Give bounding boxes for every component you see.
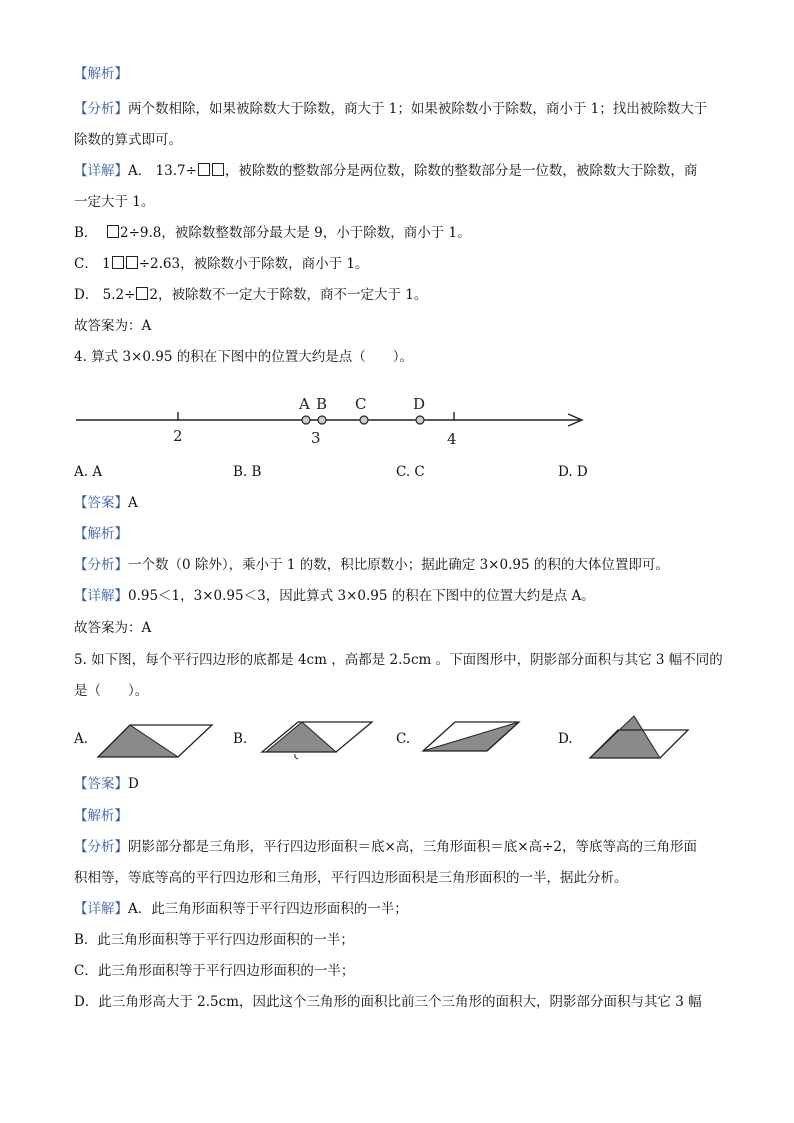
q3-b-prefix: B． — [74, 225, 98, 241]
jiexi-tag: 【解析】 — [74, 526, 128, 542]
q4-answer-value: A — [128, 495, 138, 511]
q4-number-line — [70, 388, 600, 450]
q5-fenxi-line-2 — [74, 868, 628, 888]
q4-stem — [74, 347, 413, 367]
xiangjie-tag: 【详解】 — [74, 163, 128, 179]
q5-stem-text-2: 是（ ）。 — [74, 683, 149, 699]
q5-option-label-c: C. — [396, 731, 411, 747]
q3-answer-text: 故答案为：A — [74, 318, 152, 334]
shaded-triangle-d — [590, 716, 660, 758]
jiexi-tag: 【解析】 — [74, 808, 128, 824]
q5-stem-line-2 — [74, 681, 148, 701]
q3-d-text: 2，被除数不一定大于除数，商不一定大于 1。 — [149, 287, 428, 303]
q3-fenxi-text-1: 两个数相除，如果被除数大于除数，商大于 1；如果被除数小于除数，商小于 1；找出被除数大于 — [128, 101, 708, 117]
q4-jiexi-heading — [74, 524, 128, 544]
shaded-triangle-b — [266, 722, 336, 752]
q5-option-label-a: A. — [74, 731, 89, 747]
q5-answer — [74, 774, 139, 794]
q3-xiangjie-a-part-3: 一定大于 1。 — [74, 194, 155, 210]
q4-xiangjie-line — [74, 586, 595, 606]
tick-label-4: 4 — [447, 430, 457, 448]
q4-option-c: C. C — [396, 464, 425, 480]
q5-fenxi-text-2: 积相等，等底等高的平行四边形和三角形，平行四边形面积是三角形面积的一半，据此分析。 — [74, 870, 628, 886]
blank-box — [198, 163, 210, 176]
stray-mark — [295, 754, 298, 759]
q5-c-text: C．此三角形面积等于平行四边形面积的一半； — [74, 963, 355, 979]
blank-box — [126, 256, 138, 269]
point-label-d: D — [413, 395, 426, 413]
fenxi-tag: 【分析】 — [74, 557, 128, 573]
jiexi-tag: 【解析】 — [74, 66, 128, 82]
q4-fenxi-text: 一个数（0 除外），乘小于 1 的数，积比原数小；据此确定 3×0.95 的积的大体位置即可。 — [128, 557, 669, 573]
q3-xiangjie-line-1 — [74, 161, 697, 181]
q3-c-prefix: C． 1 — [74, 256, 111, 272]
q4-xiangjie-text: 0.95＜1，3×0.95＜3，因此算式 3×0.95 的积在下图中的位置大约是点 A。 — [128, 588, 595, 604]
q3-answer-line — [74, 316, 151, 336]
point-c — [360, 416, 368, 424]
q5-option-label-b: B. — [233, 731, 248, 747]
point-label-a: A — [299, 395, 310, 413]
q5-xiangjie-b — [74, 930, 354, 950]
q3-xiangjie-a-part-1: A． 13.7÷ — [128, 163, 197, 179]
tick-label-2: 2 — [173, 427, 183, 445]
point-b — [318, 416, 326, 424]
daan-tag: 【答案】 — [74, 495, 128, 511]
q3-option-d-explanation — [74, 285, 427, 305]
q3-d-prefix: D． 5.2÷ — [74, 287, 136, 303]
q3-fenxi-line-1 — [74, 99, 707, 119]
shaded-triangle-a — [98, 725, 178, 757]
q5-figure-a — [90, 720, 216, 760]
xiangjie-tag: 【详解】 — [74, 588, 128, 604]
q3-fenxi-line-2 — [74, 130, 182, 150]
q5-jiexi-heading — [74, 806, 128, 826]
blank-box — [136, 287, 148, 300]
q3-option-c-explanation — [74, 254, 368, 274]
blank-box — [112, 256, 124, 269]
point-label-c: C — [355, 395, 367, 413]
tick-label-3: 3 — [311, 429, 321, 447]
q3-xiangjie-line-2 — [74, 192, 154, 212]
q5-xiangjie-a-text: A．此三角形面积等于平行四边形面积的一半； — [128, 901, 408, 917]
q5-xiangjie-c — [74, 961, 354, 981]
q3-option-b-explanation — [74, 223, 471, 243]
q3-fenxi-text-2: 除数的算式即可。 — [74, 132, 182, 148]
q5-answer-value: D — [128, 776, 139, 792]
q5-fenxi-line-1 — [74, 837, 697, 857]
q4-stem-text: 4. 算式 3×0.95 的积在下图中的位置大约是点（ ）。 — [74, 349, 413, 365]
q5-option-label-d: D. — [558, 731, 573, 747]
q4-option-a: A. A — [74, 464, 103, 480]
q5-figure-c — [415, 718, 525, 758]
xiangjie-tag: 【详解】 — [74, 901, 128, 917]
shaded-triangle-c — [423, 722, 519, 751]
q3-c-text: ÷2.63，被除数小于除数，商小于 1。 — [138, 256, 369, 272]
q5-b-text: B．此三角形面积等于平行四边形面积的一半； — [74, 932, 354, 948]
q5-xiangjie-line-1 — [74, 899, 408, 919]
q4-option-b: B. B — [233, 464, 262, 480]
q5-d-text: D．此三角形高大于 2.5cm，因此这个三角形的面积比前三个三角形的面积大，阴影部分面积与其它 3 幅 — [74, 994, 702, 1010]
fenxi-tag: 【分析】 — [74, 839, 128, 855]
q4-fenxi-line — [74, 555, 669, 575]
q4-answer-line — [74, 618, 151, 638]
q3-b-text: 2÷9.8，被除数整数部分最大是 9，小于除数，商小于 1。 — [120, 225, 471, 241]
q5-stem-line-1 — [74, 650, 723, 670]
q4-option-d: D. D — [558, 464, 588, 480]
fenxi-tag: 【分析】 — [74, 101, 128, 117]
daan-tag: 【答案】 — [74, 776, 128, 792]
blank-box — [212, 163, 224, 176]
point-label-b: B — [316, 395, 328, 413]
q5-xiangjie-d — [74, 992, 702, 1012]
blank-box — [107, 225, 119, 238]
q5-figure-d — [584, 712, 694, 762]
point-d — [416, 416, 424, 424]
q5-fenxi-text-1: 阴影部分都是三角形，平行四边形面积＝底×高，三角形面积＝底×高÷2，等底等高的三角形面 — [128, 839, 698, 855]
q5-figure-b — [254, 716, 380, 760]
q3-xiangjie-a-part-2: ，被除数的整数部分是两位数，除数的整数部分是一位数，被除数大于除数，商 — [224, 163, 698, 179]
jiexi-heading — [74, 64, 128, 84]
point-a — [302, 416, 310, 424]
q4-answer — [74, 493, 138, 513]
q5-stem-text-1: 5. 如下图，每个平行四边形的底都是 4cm ，高都是 2.5cm 。下面图形中，阴影部分面积与其它 3 幅不同的 — [74, 652, 723, 668]
q4-answer-text: 故答案为：A — [74, 620, 152, 636]
